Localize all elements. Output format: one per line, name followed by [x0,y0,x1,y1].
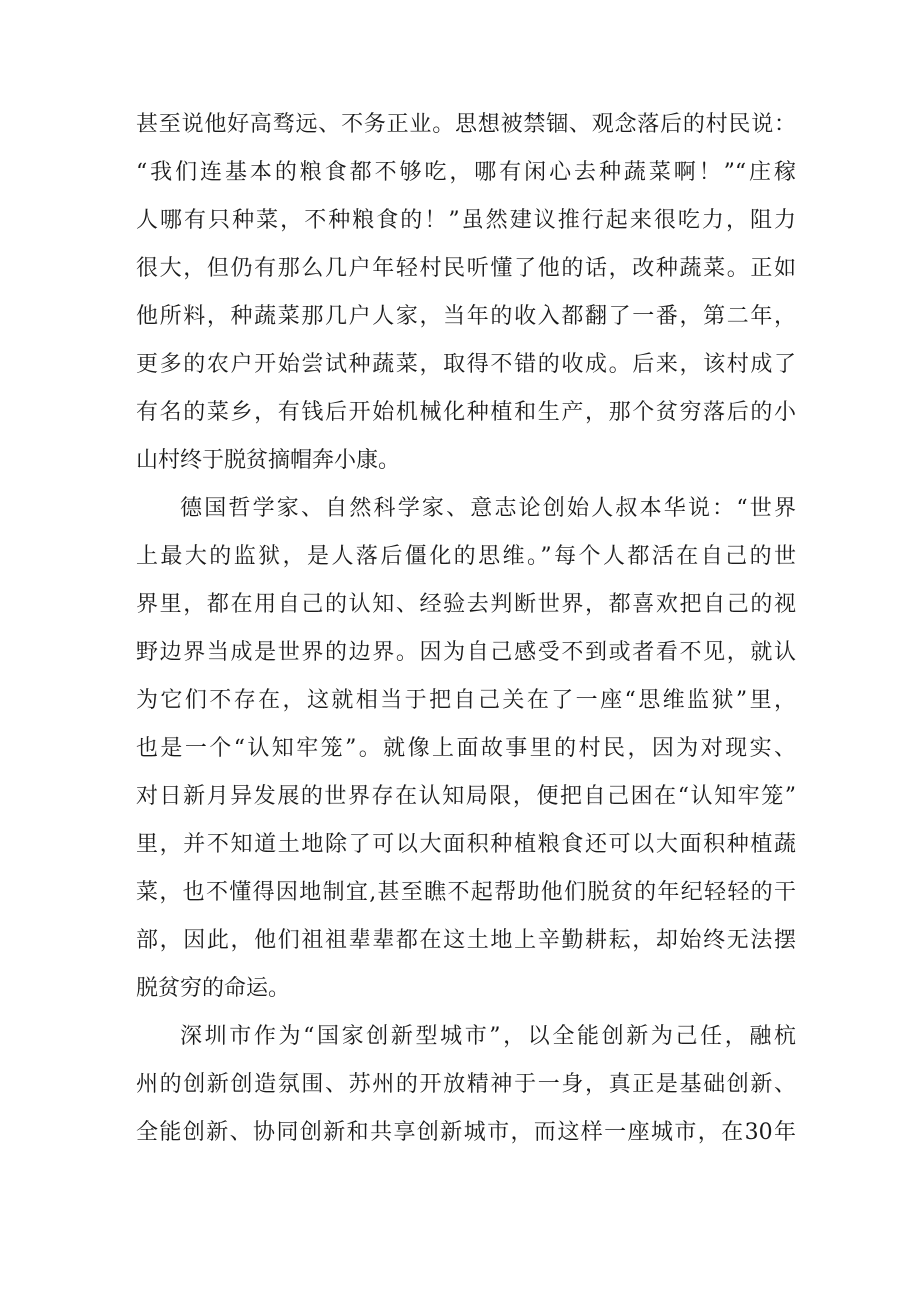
text-line: 为它们不存在，这就相当于把自己关在了一座“思维监狱”里， [136,688,796,713]
text-line: 脱贫穷的命运。 [136,976,291,1001]
text-line: 人哪有只种菜，不种粮食的！”虽然建议推行起来很吃力，阻力 [136,208,796,233]
text-line: 有名的菜乡，有钱后开始机械化种植和生产，那个贫穷落后的小 [136,400,796,425]
body-text [136,101,796,1157]
text-line: “我们连基本的粮食都不够吃，哪有闲心去种蔬菜啊！”“庄稼 [136,160,796,185]
text-line: 州的创新创造氛围、苏州的开放精神于一身，真正是基础创新、 [136,1072,796,1097]
text-line: 部，因此，他们祖祖辈辈都在这土地上辛勤耕耘，却始终无法摆 [136,928,796,953]
text-line: 他所料，种蔬菜那几户人家，当年的收入都翻了一番，第二年， [136,304,796,329]
text-line: 也是一个“认知牢笼”。就像上面故事里的村民，因为对现实、 [136,736,796,761]
paragraph-2 [136,485,796,1013]
text-line: 里，并不知道土地除了可以大面积种植粮食还可以大面积种植蔬 [136,832,796,857]
paragraph-1 [136,101,796,485]
text-line: 甚至说他好高骛远、不务正业。思想被禁锢、观念落后的村民说： [136,112,796,137]
text-line: 德国哲学家、自然科学家、意志论创始人叔本华说：“世界 [180,496,796,521]
text-line: 菜，也不懂得因地制宜,甚至瞧不起帮助他们脱贫的年纪轻轻的干 [136,880,796,905]
text-line: 对日新月异发展的世界存在认知局限，便把自己困在“认知牢笼” [136,784,796,809]
text-line: 更多的农户开始尝试种蔬菜，取得不错的收成。后来，该村成了 [136,352,796,377]
text-line: 山村终于脱贫摘帽奔小康。 [136,448,401,473]
text-line: 野边界当成是世界的边界。因为自己感受不到或者看不见，就认 [136,640,796,665]
text-line: 深圳市作为“国家创新型城市”，以全能创新为己任，融杭 [180,1024,796,1049]
text-line: 界里，都在用自己的认知、经验去判断世界，都喜欢把自己的视 [136,592,796,617]
text-line: 上最大的监狱，是人落后僵化的思维。”每个人都活在自己的世 [136,544,796,569]
text-line: 全能创新、协同创新和共享创新城市，而这样一座城市，在30年 [136,1120,796,1145]
paragraph-3 [136,1013,796,1157]
text-line: 很大，但仍有那么几户年轻村民听懂了他的话，改种蔬菜。正如 [136,256,796,281]
